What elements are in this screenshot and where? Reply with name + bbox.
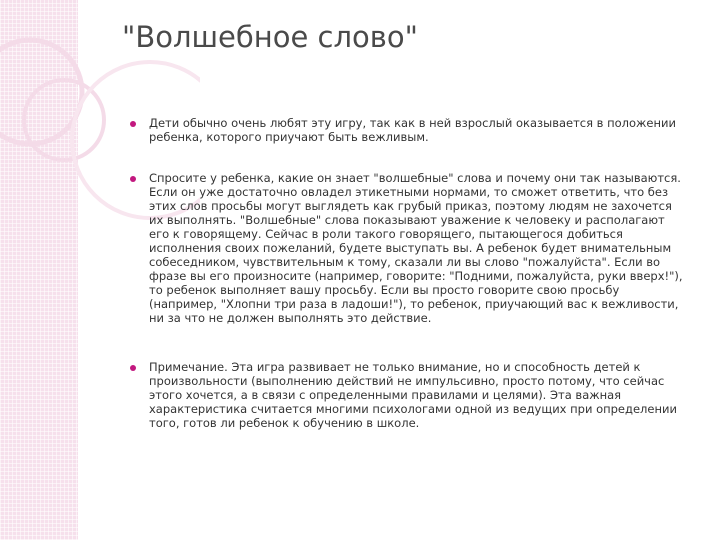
slide-title: "Волшебное слово" [122, 20, 418, 54]
bullet-item [130, 171, 686, 325]
ring-large [0, 40, 82, 144]
bullet-item [130, 360, 686, 430]
bullet-dot-icon [130, 365, 136, 371]
bullet-dot-icon [130, 176, 136, 182]
bullet-dot-icon [130, 121, 136, 127]
bullet-text: Дети обычно очень любят эту игру, так как в ней взрослый оказывается в положении ребенка, которого приучают быть вежливым. [149, 116, 676, 144]
bullet-text: Спросите у ребенка, какие он знает "волшебные" слова и почему они так называются. Если он уже достаточно овладел этикетными нормами, то сможет ответить, что без этих слов просьбы могут выглядеть как грубый приказ, поэтому людям не захочется их выполнять. "Волшебные" слова показывают уважение к человеку и располагают его к говорящему. Сейчас в роли такого говорящего, пытающегося добиться исполнения своих пожеланий, будете выступать вы. А ребенок будет внимательным собеседником, чувствительным к тому, сказали ли вы слово "пожалуйста". Если во фразе вы его произносите (например, говорите: "Подними, пожалуйста, руки вверх!"), то ребенок выполняет вашу просьбу. Если вы просто говорите свою просьбу (например, "Хлопни три раза в ладоши!"), то ребенок, приучающий вас к вежливости, ни за что не должен выполнять это действие. [149, 171, 683, 325]
bullet-text: Примечание. Эта игра развивает не только внимание, но и способность детей к произвольности (выполнению действий не импульсивно, просто потому, что сейчас этого хочется, а в связи с определенными правилами и целями). Эта важная характеристика считается многими психологами одной из ведущих при определении того, готов ли ребенок к обучению в школе. [149, 360, 677, 430]
bullet-item [130, 116, 686, 144]
bullet-list [130, 116, 686, 430]
ring-small [24, 80, 104, 160]
